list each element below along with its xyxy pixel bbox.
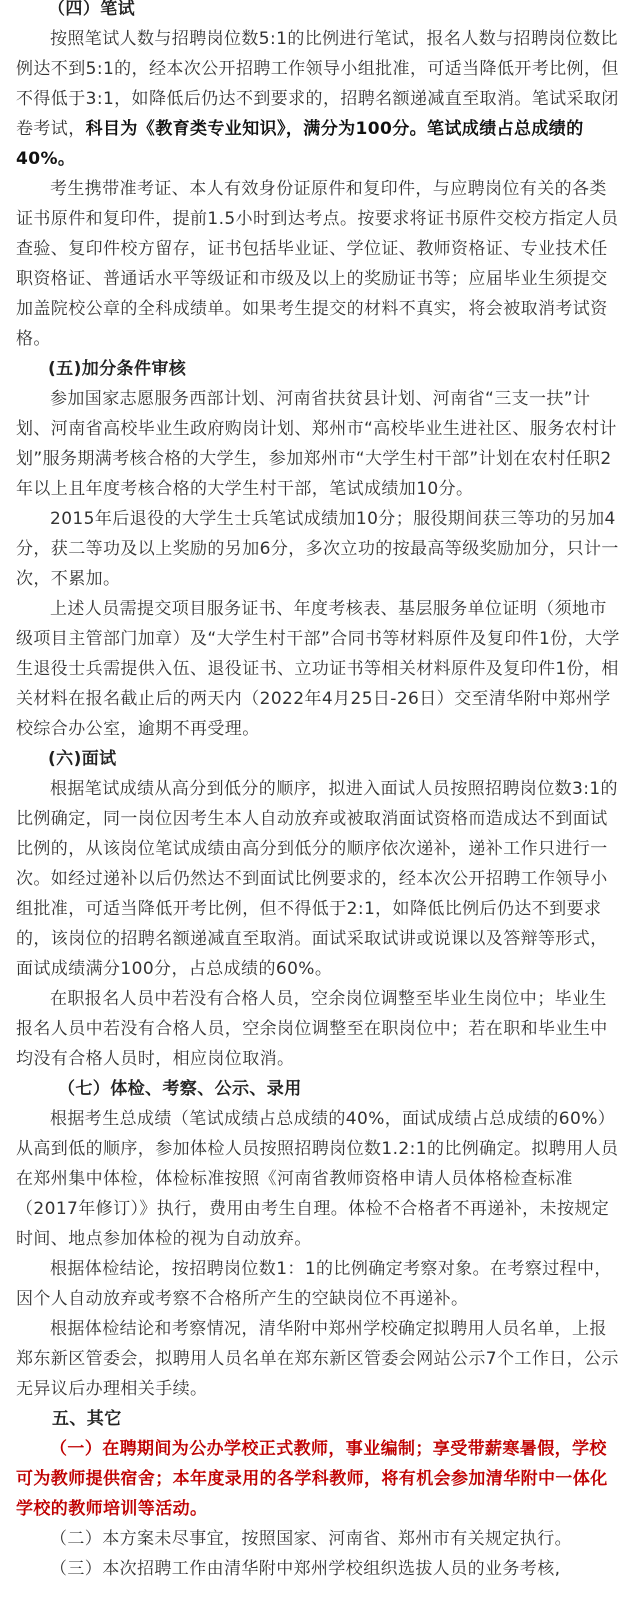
paragraph: 2015年后退役的大学生士兵笔试成绩加10分；服役期间获三等功的另加4分，获二等功及以上奖励的另加6分，多次立功的按最高等级奖励加分，只计一次，不累加。 (16, 509, 619, 589)
emphasis-paragraph: （一）在聘期间为公办学校正式教师，事业编制；享受带薪寒暑假，学校可为教师提供宿舍；本年度录用的各学科教师，将有机会参加清华附中一体化学校的教师培训等活动。 (16, 1439, 608, 1519)
paragraph (16, 24, 621, 174)
section-heading-written-exam: （四）笔试 (48, 0, 135, 19)
paragraph: 在职报名人员中若没有合格人员，空余岗位调整至毕业生岗位中；毕业生报名人员中若没有合格人员，空余岗位调整至在职岗位中；若在职和毕业生中均没有合格人员时，相应岗位取消。 (16, 989, 608, 1069)
paragraph: （二）本方案未尽事宜，按照国家、河南省、郑州市有关规定执行。 (50, 1529, 572, 1549)
section-heading-bonus-review: (五)加分条件审核 (48, 359, 187, 379)
paragraph-text: 按照笔试人数与招聘岗位数5:1的比例进行笔试，报名人数与招聘岗位数比例达不到5:1的，经本次公开招聘工作领导小组批准，可适当降低开考比例，但不得低于3:1，如降低后仍达不到要求的，招聘名额递减直至取消。笔试采取闭卷考试， (16, 29, 619, 139)
paragraph: 根据考生总成绩（笔试成绩占总成绩的40%，面试成绩占总成绩的60%）从高到低的顺序，参加体检人员按照招聘岗位数1.2:1的比例确定。拟聘用人员在郑州集中体检，体检标准按照《河南省教师资格申请人员体格检查标准（2017年修订）》执行，费用由考生自理。体检不合格者不再递补，未按规定时间、地点参加体检的视为自动放弃。 (16, 1109, 619, 1249)
paragraph: 参加国家志愿服务西部计划、河南省扶贫县计划、河南省“三支一扶”计划、河南省高校毕业生政府购岗计划、郑州市“高校毕业生进社区、服务农村计划”服务期满考核合格的大学生，参加郑州市“大学生村干部”计划在农村任职2年以上且年度考核合格的大学生村干部，笔试成绩加10分。 (16, 389, 617, 499)
emphasis-text: 科目为《教育类专业知识》，满分为100分。笔试成绩占总成绩的40%。 (16, 119, 584, 169)
section-heading-other: 五、其它 (52, 1409, 122, 1429)
paragraph: 根据体检结论和考察情况，清华附中郑州学校确定拟聘用人员名单，上报郑东新区管委会，拟聘用人员名单在郑东新区管委会网站公示7个工作日，公示无异议后办理相关手续。 (16, 1319, 619, 1399)
paragraph: 根据笔试成绩从高分到低分的顺序，拟进入面试人员按照招聘岗位数3:1的比例确定，同一岗位因考生本人自动放弃或被取消面试资格而造成达不到面试比例的，从该岗位笔试成绩由高分到低分的顺序依次递补，递补工作只进行一次。如经过递补以后仍然达不到面试比例要求的，经本次公开招聘工作领导小组批准，可适当降低开考比例，但不得低于2:1，如降低比例后仍达不到要求的，该岗位的招聘名额递减直至取消。面试采取试讲或说课以及答辩等形式，面试成绩满分100分，占总成绩的60%。 (16, 779, 618, 979)
paragraph: 根据体检结论，按招聘岗位数1：1的比例确定考察对象。在考察过程中，因个人自动放弃或考察不合格所产生的空缺岗位不再递补。 (16, 1259, 612, 1309)
section-heading-medical-exam: （七）体检、考察、公示、录用 (58, 1079, 302, 1099)
paragraph: 上述人员需提交项目服务证书、年度考核表、基层服务单位证明（须地市级项目主管部门加章）及“大学生村干部”合同书等材料原件及复印件1份，大学生退役士兵需提供入伍、退役证书、立功证书等相关材料原件及复印件1份，相关材料在报名截止后的两天内（2022年4月25日-26日）交至清华附中郑州学校综合办公室，逾期不再受理。 (16, 599, 620, 739)
paragraph: （三）本次招聘工作由清华附中郑州学校组织选拔人员的业务考核, (50, 1559, 561, 1579)
paragraph: 考生携带准考证、本人有效身份证原件和复印件，与应聘岗位有关的各类证书原件和复印件，提前1.5小时到达考点。按要求将证书原件交校方指定人员查验、复印件校方留存，证书包括毕业证、学位证、教师资格证、专业技术任职资格证、普通话水平等级证和市级及以上的奖励证书等；应届毕业生须提交加盖院校公章的全科成绩单。如果考生提交的材料不真实，将会被取消考试资格。 (16, 179, 619, 349)
section-heading-interview: (六)面试 (48, 749, 117, 769)
